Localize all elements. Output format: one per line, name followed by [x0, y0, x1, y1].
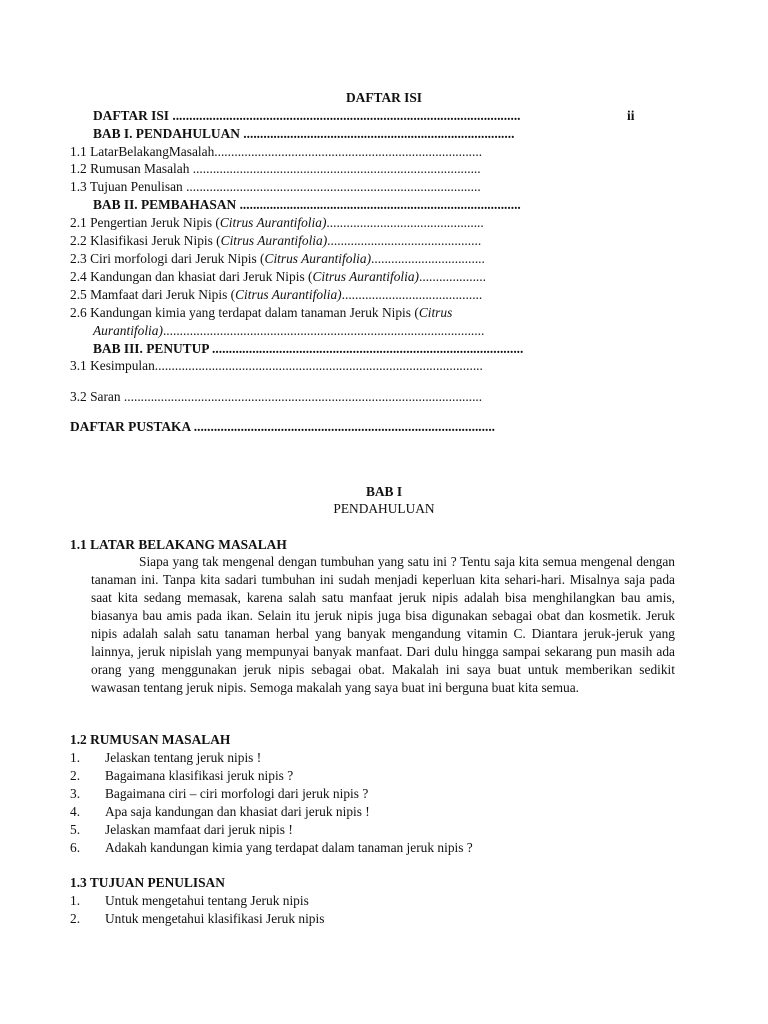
list-item-number: 2. [70, 768, 81, 783]
toc-entry-dots: .............................................. [327, 233, 482, 248]
section-heading-1-1: 1.1 LATAR BELAKANG MASALAH [70, 537, 287, 552]
list-item-number: 6. [70, 840, 81, 855]
toc-entry-bab-2: BAB II. PEMBAHASAN .................................................................................... [93, 197, 521, 212]
toc-entry-1-1: 1.1 LatarBelakangMasalah................................................................................ [70, 144, 483, 159]
chapter-title: PENDAHULUAN [333, 501, 435, 516]
toc-entry-dots: ............................................... [326, 215, 484, 230]
list-item: Bagaimana klasifikasi jeruk nipis ? [105, 768, 294, 783]
toc-entry-2-1 [70, 214, 484, 231]
toc-entry-dots: ................................................................................................ [162, 323, 485, 338]
toc-entry-2-6-continued [93, 322, 484, 339]
toc-entry-latin: Aurantifolia) [93, 323, 163, 338]
toc-entry-2-3 [70, 250, 485, 267]
list-item-number: 3. [70, 786, 81, 801]
toc-entry-3-2: 3.2 Saran ........................................................................................................... [70, 389, 483, 404]
list-item: Jelaskan mamfaat dari jeruk nipis ! [105, 822, 293, 837]
list-item-number: 2. [70, 911, 81, 926]
toc-entry-latin: Citrus Aurantifolia) [264, 251, 372, 266]
toc-page-number: ii [627, 108, 635, 123]
list-item-number: 1. [70, 893, 81, 908]
toc-entry-2-6 [70, 304, 452, 321]
list-item: Adakah kandungan kimia yang terdapat dalam tanaman jeruk nipis ? [105, 840, 473, 855]
toc-entry-latin: Citrus Aurantifolia) [219, 215, 327, 230]
toc-entry-daftar-pustaka: DAFTAR PUSTAKA .......................................................................................... [70, 419, 496, 434]
toc-entry-latin: Citrus Aurantifolia) [220, 233, 328, 248]
toc-entry-2-2 [70, 232, 481, 249]
toc-entry-latin: Citrus Aurantifolia) [235, 287, 342, 302]
toc-title: DAFTAR ISI [345, 90, 422, 105]
toc-entry-3-1: 3.1 Kesimpulan.................................................................................................. [70, 358, 483, 373]
toc-entry-text: 2.6 Kandungan kimia yang terdapat dalam tanaman Jeruk Nipis ( [70, 305, 419, 320]
toc-entry-text: 2.4 Kandungan dan khasiat dari Jeruk Nipis ( [70, 269, 313, 284]
toc-entry-bab-3: BAB III. PENUTUP ............................................................................................. [93, 341, 524, 356]
list-item: Jelaskan tentang jeruk nipis ! [105, 750, 262, 765]
toc-entry-text: 2.2 Klasifikasi Jeruk Nipis ( [70, 233, 221, 248]
toc-entry-2-5 [70, 286, 482, 303]
toc-entry-bab-1: BAB I. PENDAHULUAN ................................................................................. [93, 126, 515, 141]
section-heading-1-3: 1.3 TUJUAN PENULISAN [70, 875, 225, 890]
toc-entry-text: 2.3 Ciri morfologi dari Jeruk Nipis ( [70, 251, 265, 266]
toc-entry-latin: Citrus Aurantifolia) [312, 269, 419, 284]
background-paragraph: Siapa yang tak mengenal dengan tumbuhan yang satu ini ? Tentu saja kita semua mengenal dengan tanaman ini. Tanpa kita sadari tumbuhan ini sudah menjadi keperluan kita sehari-hari. Misalnya saja pada saat kita sedang memasak, karena salah satu manfaat jeruk nipis adalah bisa menghilangkan bau amis, biasanya bau amis pada ikan. Selain itu jeruk nipis juga bisa digunakan sebagai obat dan kosmetik. Jeruk nipis adalah salah satu tanaman herbal yang banyak mengandung vitamin C. Diantara jeruk-jeruk yang lainnya, jeruk nipislah yang mempunyai banyak manfaat. Dari dulu hingga sampai sekarang pun masih ada orang yang menggunakan jeruk nipis sebagai obat. Makalah ini saya buat untuk memberikan sedikit wawasan tentang jeruk nipis. Semoga makalah yang saya buat ini berguna buat kita semua. [91, 554, 675, 695]
toc-entry-latin: Citrus [418, 305, 453, 320]
toc-entry-text: 2.1 Pengertian Jeruk Nipis ( [70, 215, 220, 230]
toc-entry-1-2: 1.2 Rumusan Masalah ...................................................................................... [70, 161, 481, 176]
list-item: Apa saja kandungan dan khasiat dari jeruk nipis ! [105, 804, 370, 819]
toc-entry-dots: .......................................... [341, 287, 483, 302]
list-item: Bagaimana ciri – ciri morfologi dari jeruk nipis ? [105, 786, 369, 801]
toc-entry-dots: .................................. [371, 251, 485, 266]
toc-entry-2-4 [70, 268, 486, 285]
chapter-label: BAB I [365, 484, 403, 499]
toc-entry-dots: .................... [419, 269, 486, 284]
toc-entry-1-3: 1.3 Tujuan Penulisan ........................................................................................ [70, 179, 481, 194]
list-item-number: 5. [70, 822, 81, 837]
toc-entry-daftar-isi: DAFTAR ISI ........................................................................................................ [93, 108, 521, 123]
section-heading-1-2: 1.2 RUMUSAN MASALAH [70, 732, 231, 747]
list-item-number: 4. [70, 804, 81, 819]
list-item-number: 1. [70, 750, 81, 765]
list-item: Untuk mengetahui klasifikasi Jeruk nipis [105, 911, 325, 926]
list-item: Untuk mengetahui tentang Jeruk nipis [105, 893, 309, 908]
toc-entry-text: 2.5 Mamfaat dari Jeruk Nipis ( [70, 287, 236, 302]
